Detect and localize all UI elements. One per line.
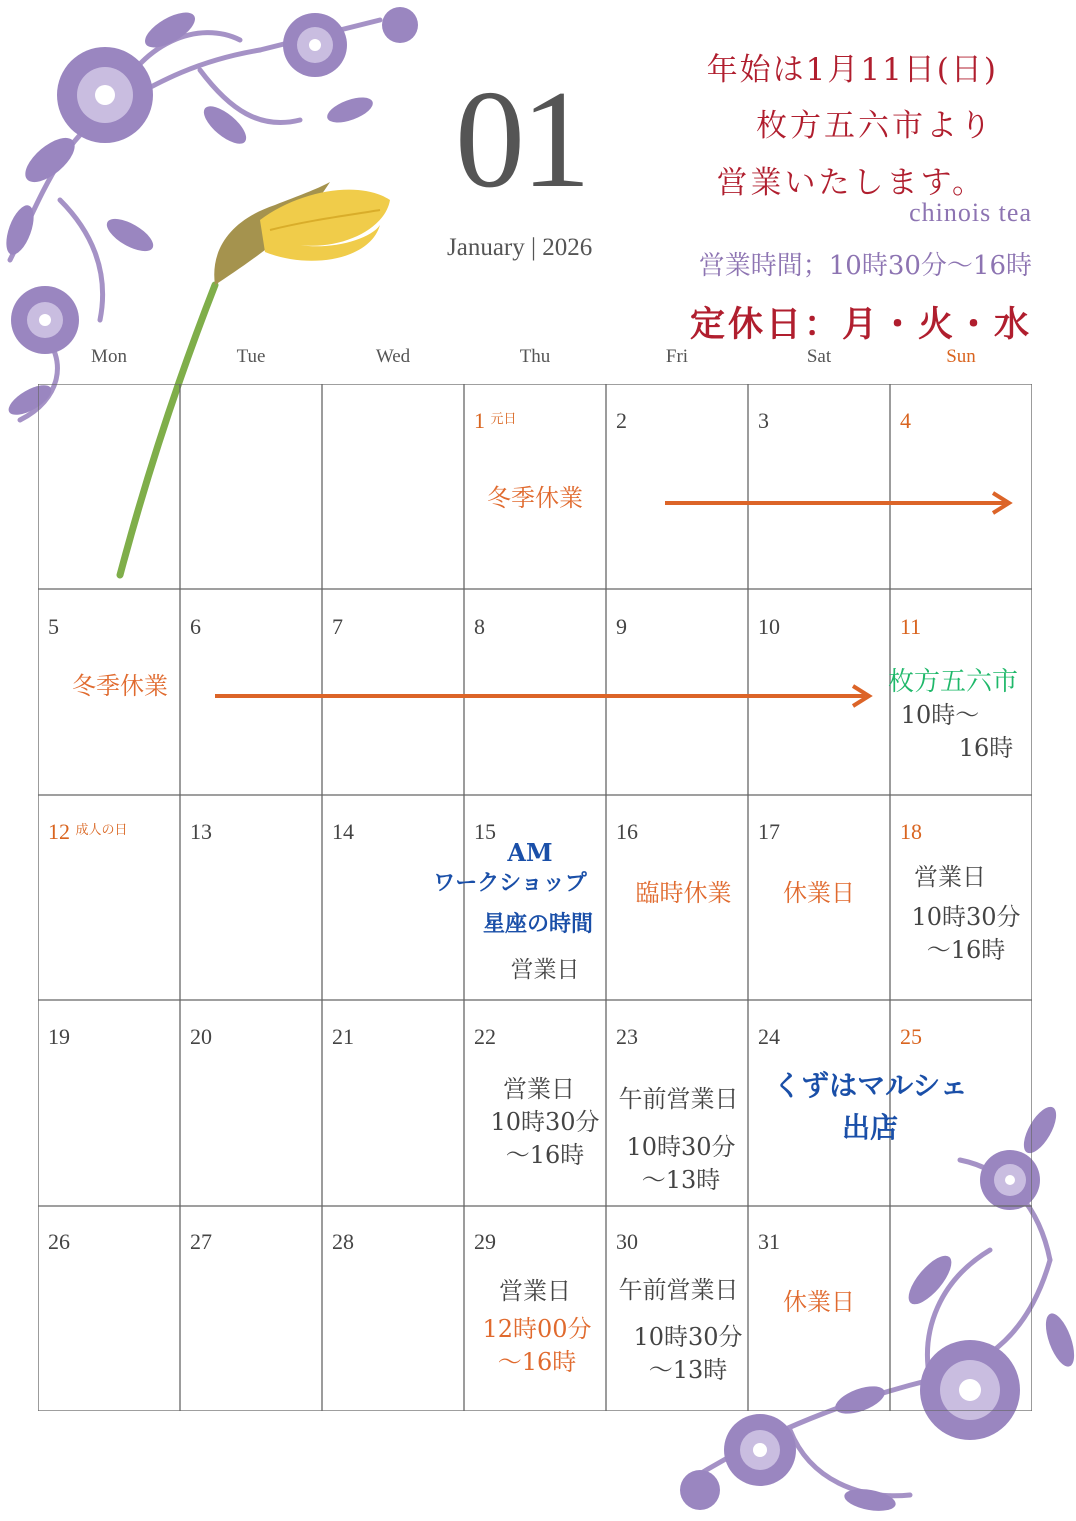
day-1: 1 $^{元日}$ <box>474 408 517 433</box>
day11-event-title: 枚方五六市 <box>887 667 1018 697</box>
day-4: 4 <box>900 408 911 433</box>
month-year-label: January | 2026 <box>447 234 593 261</box>
day-14: 14 <box>332 819 354 844</box>
day29-time-start: 12時00分 <box>482 1315 592 1343</box>
day-24: 24 <box>758 1024 780 1049</box>
day-31: 31 <box>758 1229 780 1254</box>
day23-morning-open-label: 午前営業日 <box>618 1085 739 1113</box>
holiday-label: 元日 <box>490 411 517 426</box>
day-22: 22 <box>474 1024 496 1049</box>
day-28: 28 <box>332 1229 354 1254</box>
day23-time-end: ～13時 <box>641 1166 721 1194</box>
closure-arrow-row2 <box>210 683 880 709</box>
day11-time-end: 16時 <box>958 734 1014 762</box>
day30-time-end: ～13時 <box>648 1356 728 1384</box>
day-25: 25 <box>900 1024 922 1049</box>
day22-time-end: ～16時 <box>505 1141 585 1169</box>
weekday-tue: Tue <box>236 346 266 367</box>
day11-time-start: 10時～ <box>900 701 980 729</box>
day-27: 27 <box>190 1229 212 1254</box>
day-5: 5 <box>48 614 59 639</box>
day18-open-label: 営業日 <box>914 863 986 891</box>
day-16: 16 <box>616 819 638 844</box>
winter-closure-label: 冬季休業 <box>487 484 583 512</box>
day-2: 2 <box>616 408 627 433</box>
winter-closure-label: 冬季休業 <box>72 672 168 700</box>
shop-name: chinois tea <box>909 198 1032 227</box>
new-year-notice-line-2: 枚方五六市より <box>756 108 994 144</box>
day-29: 29 <box>474 1229 496 1254</box>
weekday-mon: Mon <box>91 346 127 367</box>
day29-time-end: ～16時 <box>497 1348 577 1376</box>
day-7: 7 <box>332 614 343 639</box>
month-number: 01 <box>455 62 587 217</box>
day-26: 26 <box>48 1229 70 1254</box>
day22-open-label: 営業日 <box>503 1075 575 1103</box>
closure-arrow-row1 <box>660 490 1020 516</box>
weekday-sun: Sun <box>946 346 976 367</box>
holiday-label: 成人の日 <box>75 822 128 837</box>
weekday-thu: Thu <box>519 346 551 367</box>
day15-workshop-title: 星座の時間 <box>482 911 593 937</box>
day15-am-label: AM <box>507 838 553 867</box>
day-8: 8 <box>474 614 485 639</box>
weekday-sat: Sat <box>806 346 832 367</box>
day-10: 10 <box>758 614 780 639</box>
day-6: 6 <box>190 614 201 639</box>
day-17: 17 <box>758 819 780 844</box>
day15-open-label: 営業日 <box>510 957 580 983</box>
day-9: 9 <box>616 614 627 639</box>
new-year-notice-line-1: 年始は1月11日(日) <box>706 52 998 88</box>
new-year-notice-line-3: 営業いたします。 <box>716 165 986 201</box>
day-23: 23 <box>616 1024 638 1049</box>
regular-closed-days: 定休日：月・火・水 <box>689 304 1032 345</box>
day-15: 15 <box>474 819 496 844</box>
day24-market-label: 出店 <box>841 1111 898 1144</box>
day-13: 13 <box>190 819 212 844</box>
day-12: 12 $^{成人の日}$ <box>48 819 128 844</box>
day-19: 19 <box>48 1024 70 1049</box>
day24-market-title: くずはマルシェ <box>773 1069 968 1102</box>
weekday-wed: Wed <box>375 346 411 367</box>
day-18: 18 <box>900 819 922 844</box>
day17-closed-label: 休業日 <box>783 879 855 907</box>
day18-time-end: ～16時 <box>926 936 1006 964</box>
day-20: 20 <box>190 1024 212 1049</box>
day-11: 11 <box>900 614 922 639</box>
day30-time-start: 10時30分 <box>633 1323 743 1351</box>
day18-time-start: 10時30分 <box>911 903 1021 931</box>
day-30: 30 <box>616 1229 638 1254</box>
day23-time-start: 10時30分 <box>626 1133 736 1161</box>
day-21: 21 <box>332 1024 354 1049</box>
day31-closed-label: 休業日 <box>783 1288 855 1316</box>
day-3: 3 <box>758 408 769 433</box>
day30-morning-open-label: 午前営業日 <box>618 1276 739 1304</box>
day16-temporary-closure: 臨時休業 <box>635 879 732 907</box>
day29-open-label: 営業日 <box>499 1277 571 1305</box>
day22-time-start: 10時30分 <box>490 1108 600 1136</box>
business-hours: 営業時間；10時30分～16時 <box>698 251 1032 281</box>
weekday-fri: Fri <box>665 346 689 367</box>
day15-workshop-label: ワークショップ <box>433 870 587 896</box>
